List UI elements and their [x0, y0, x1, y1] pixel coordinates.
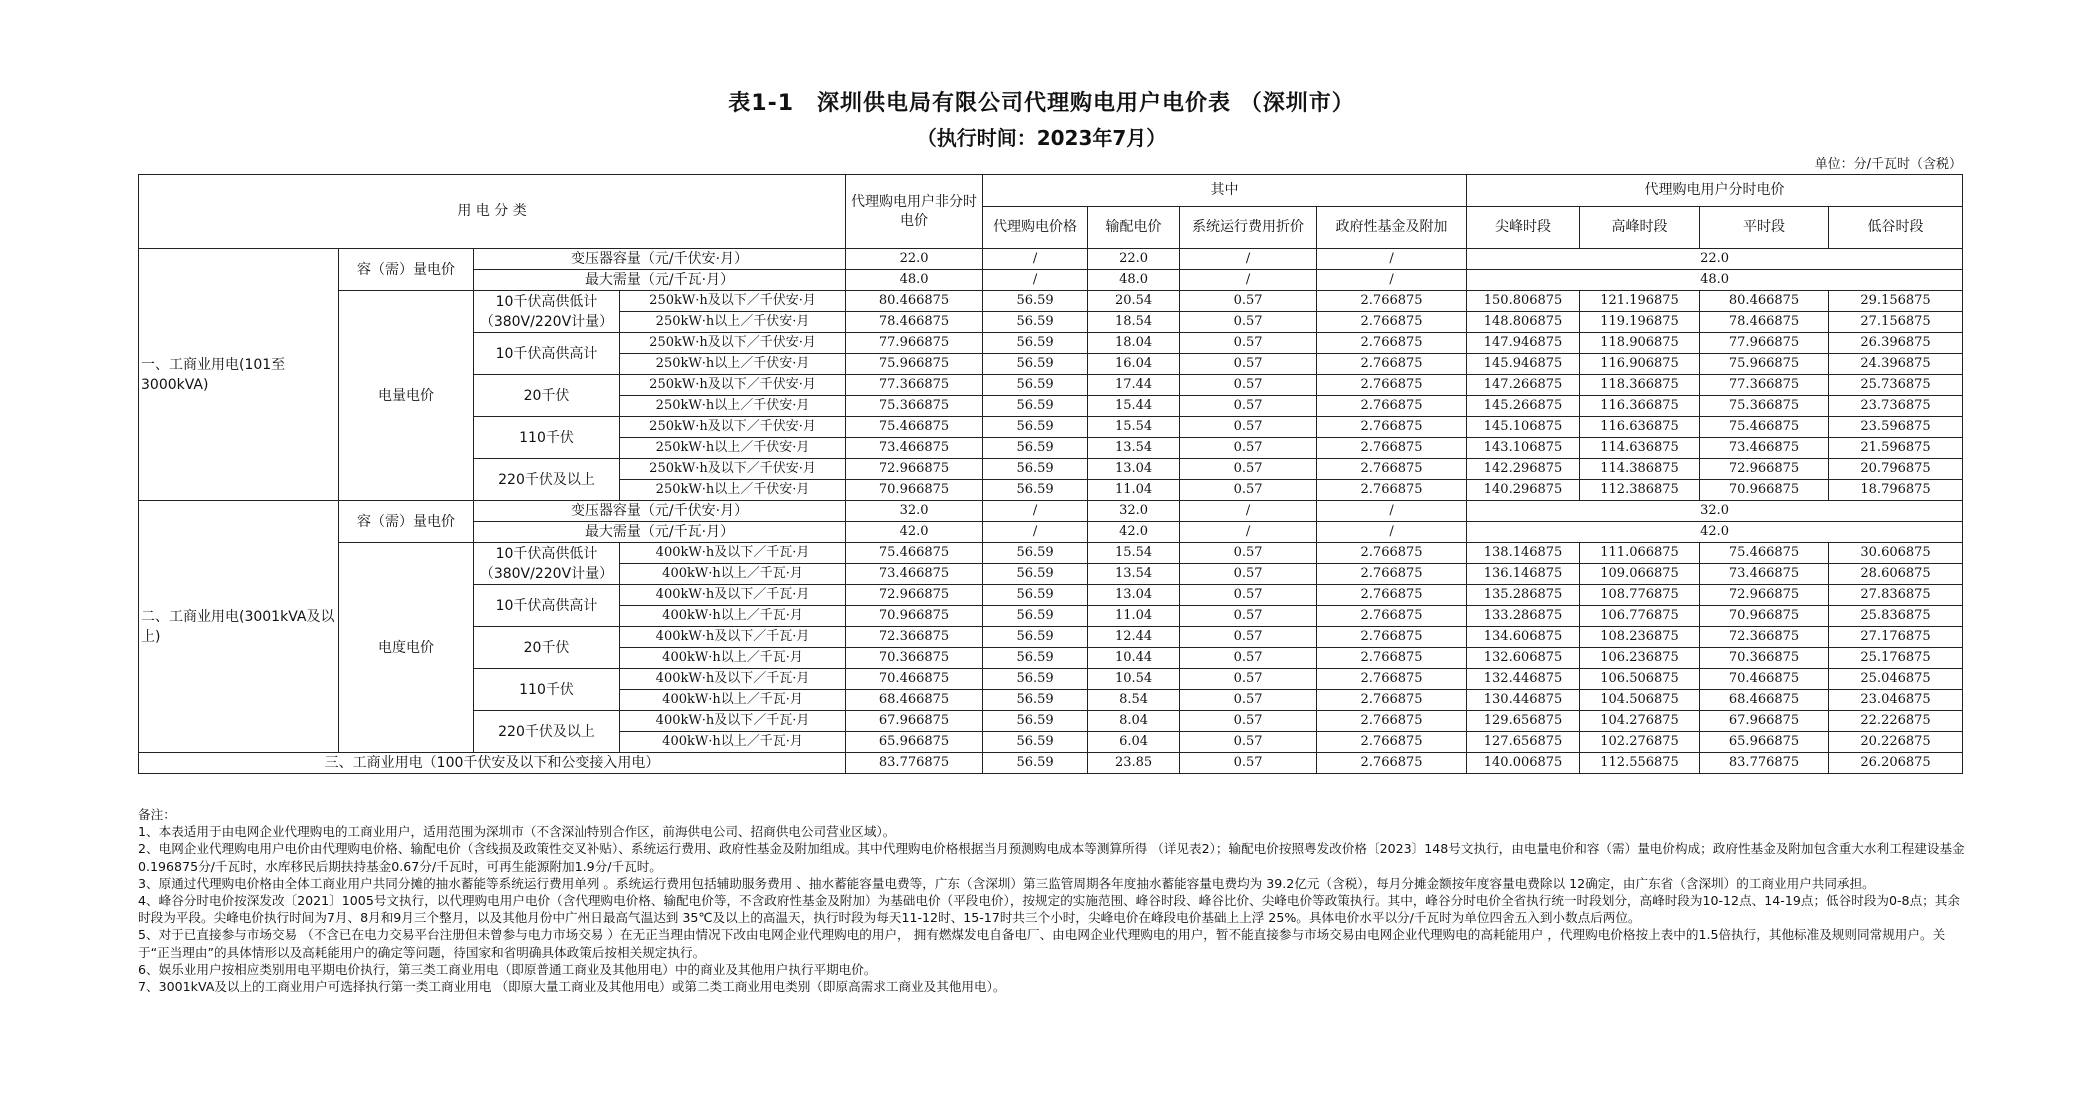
- transmission-price: 10.44: [1088, 648, 1180, 669]
- valley-price: 30.606875: [1829, 543, 1963, 564]
- sharp-peak-price: 140.296875: [1467, 480, 1580, 501]
- transmission-price: 18.54: [1088, 312, 1180, 333]
- capacity-item: 变压器容量（元/千伏安·月）: [474, 501, 846, 522]
- peak-price: 102.276875: [1580, 732, 1700, 753]
- tou-price: 32.0: [1467, 501, 1963, 522]
- capacity-item: 最大需量（元/千瓦·月）: [474, 270, 846, 291]
- header-tou: 代理购电用户分时电价: [1467, 175, 1963, 207]
- agent-price: 56.59: [983, 333, 1088, 354]
- agent-price: 56.59: [983, 438, 1088, 459]
- header-transmission-price: 输配电价: [1088, 207, 1180, 249]
- note-item: 2、电网企业代理购电用户电价由代理购电价格、输配电价（含线损及政策性交叉补贴）、系统运行费用、政府性基金及附加组成。其中代理购电价格根据当月预测购电成本等测算所得 （详见表2）；输配电价按照粤发改价格〔2023〕148号文执行，由电量电价和容（需）量电价构成；政府性基金及附加包含重大水利工程建设基金 0.196875分/千瓦时，水库移民后期扶持基金0.67分/千瓦时，可再生能源附加1.9分/千瓦时。: [138, 841, 1965, 874]
- system-cost: /: [1180, 522, 1317, 543]
- non-tou-price: 72.966875: [846, 459, 983, 480]
- consumption-tier: 400kW·h及以下／千瓦·月: [620, 543, 846, 564]
- agent-price: 56.59: [983, 564, 1088, 585]
- gov-fund: 2.766875: [1317, 417, 1467, 438]
- transmission-price: 12.44: [1088, 627, 1180, 648]
- sharp-peak-price: 135.286875: [1467, 585, 1580, 606]
- note-item: 1、本表适用于由电网企业代理购电的工商业用户，适用范围为深圳市（不含深汕特别合作区，前海供电公司、招商供电公司营业区域）。: [138, 824, 896, 840]
- valley-price: 21.596875: [1829, 438, 1963, 459]
- section-name: 三、工商业用电（100千伏安及以下和公变接入用电）: [139, 753, 846, 774]
- flat-price: 72.366875: [1700, 627, 1829, 648]
- peak-price: 114.636875: [1580, 438, 1700, 459]
- header-non-tou: 代理购电用户非分时电价: [846, 175, 983, 249]
- consumption-tier: 400kW·h以上／千瓦·月: [620, 648, 846, 669]
- consumption-tier: 400kW·h及以下／千瓦·月: [620, 585, 846, 606]
- valley-price: 23.596875: [1829, 417, 1963, 438]
- non-tou-price: 70.966875: [846, 480, 983, 501]
- non-tou-price: 73.466875: [846, 438, 983, 459]
- agent-price: 56.59: [983, 396, 1088, 417]
- voltage-level: 10千伏高供高计: [474, 333, 620, 375]
- flat-price: 72.966875: [1700, 459, 1829, 480]
- consumption-tier: 400kW·h及以下／千瓦·月: [620, 627, 846, 648]
- flat-price: 70.966875: [1700, 480, 1829, 501]
- sharp-peak-price: 147.946875: [1467, 333, 1580, 354]
- header-sharp-peak: 尖峰时段: [1467, 207, 1580, 249]
- transmission-price: 13.04: [1088, 585, 1180, 606]
- flat-price: 78.466875: [1700, 312, 1829, 333]
- notes-section: [138, 806, 1968, 995]
- header-peak: 高峰时段: [1580, 207, 1700, 249]
- system-cost: 0.57: [1180, 333, 1317, 354]
- table-row: [139, 501, 1963, 522]
- valley-price: 29.156875: [1829, 291, 1963, 312]
- peak-price: 104.506875: [1580, 690, 1700, 711]
- transmission-price: 15.54: [1088, 417, 1180, 438]
- system-cost: 0.57: [1180, 480, 1317, 501]
- table-subtitle: （执行时间：2023年7月）: [916, 126, 1167, 150]
- peak-price: 106.776875: [1580, 606, 1700, 627]
- transmission-price: 18.04: [1088, 333, 1180, 354]
- sharp-peak-price: 148.806875: [1467, 312, 1580, 333]
- valley-price: 27.176875: [1829, 627, 1963, 648]
- sharp-peak-price: 136.146875: [1467, 564, 1580, 585]
- tou-price: 22.0: [1467, 249, 1963, 270]
- consumption-tier: 250kW·h及以下／千伏安·月: [620, 375, 846, 396]
- system-cost: 0.57: [1180, 753, 1317, 774]
- gov-fund: 2.766875: [1317, 648, 1467, 669]
- valley-price: 27.156875: [1829, 312, 1963, 333]
- flat-price: 75.466875: [1700, 543, 1829, 564]
- gov-fund: 2.766875: [1317, 480, 1467, 501]
- agent-price: 56.59: [983, 732, 1088, 753]
- gov-fund: 2.766875: [1317, 606, 1467, 627]
- table-row: [139, 291, 1963, 312]
- agent-price: 56.59: [983, 753, 1088, 774]
- agent-price: 56.59: [983, 543, 1088, 564]
- transmission-price: 48.0: [1088, 270, 1180, 291]
- system-cost: 0.57: [1180, 291, 1317, 312]
- flat-price: 72.966875: [1700, 585, 1829, 606]
- peak-price: 106.236875: [1580, 648, 1700, 669]
- flat-price: 68.466875: [1700, 690, 1829, 711]
- flat-price: 77.966875: [1700, 333, 1829, 354]
- valley-price: 22.226875: [1829, 711, 1963, 732]
- price-table: [138, 174, 1963, 774]
- capacity-price-label: 容（需）量电价: [339, 501, 474, 543]
- flat-price: 73.466875: [1700, 564, 1829, 585]
- non-tou-price: 75.466875: [846, 417, 983, 438]
- peak-price: 112.386875: [1580, 480, 1700, 501]
- header-of-which: 其中: [983, 175, 1467, 207]
- non-tou-price: 22.0: [846, 249, 983, 270]
- transmission-price: 32.0: [1088, 501, 1180, 522]
- non-tou-price: 42.0: [846, 522, 983, 543]
- consumption-tier: 400kW·h以上／千瓦·月: [620, 690, 846, 711]
- valley-price: 25.836875: [1829, 606, 1963, 627]
- gov-fund: /: [1317, 249, 1467, 270]
- consumption-tier: 400kW·h及以下／千瓦·月: [620, 669, 846, 690]
- system-cost: /: [1180, 501, 1317, 522]
- gov-fund: 2.766875: [1317, 459, 1467, 480]
- sharp-peak-price: 129.656875: [1467, 711, 1580, 732]
- unit-label: 单位：分/千瓦时（含税）: [1814, 157, 1962, 172]
- gov-fund: 2.766875: [1317, 396, 1467, 417]
- header-gov-fund: 政府性基金及附加: [1317, 207, 1467, 249]
- voltage-level: 220千伏及以上: [474, 459, 620, 501]
- system-cost: 0.57: [1180, 585, 1317, 606]
- note-item: 3、原通过代理购电价格由全体工商业用户共同分摊的抽水蓄能等系统运行费用单列 。系统运行费用包括辅助服务费用 、抽水蓄能容量电费等，广东（含深圳）第三监管周期各年度抽水蓄能容量电费均为 39.2亿元（含税），每月分摊金额按年度容量电费除以 12确定，由广东省（含深圳）的工商业用户共同承担。: [138, 875, 1875, 891]
- capacity-price-label: 容（需）量电价: [339, 249, 474, 291]
- consumption-tier: 250kW·h及以下／千伏安·月: [620, 417, 846, 438]
- consumption-tier: 250kW·h以上／千伏安·月: [620, 480, 846, 501]
- agent-price: 56.59: [983, 312, 1088, 333]
- table-row: [139, 753, 1963, 774]
- sharp-peak-price: 132.446875: [1467, 669, 1580, 690]
- peak-price: 116.366875: [1580, 396, 1700, 417]
- voltage-level: 220千伏及以上: [474, 711, 620, 753]
- consumption-tier: 400kW·h及以下／千瓦·月: [620, 711, 846, 732]
- valley-price: 23.046875: [1829, 690, 1963, 711]
- peak-price: 109.066875: [1580, 564, 1700, 585]
- valley-price: 23.736875: [1829, 396, 1963, 417]
- system-cost: 0.57: [1180, 375, 1317, 396]
- peak-price: 108.776875: [1580, 585, 1700, 606]
- transmission-price: 8.54: [1088, 690, 1180, 711]
- flat-price: 77.366875: [1700, 375, 1829, 396]
- gov-fund: 2.766875: [1317, 543, 1467, 564]
- transmission-price: 22.0: [1088, 249, 1180, 270]
- system-cost: 0.57: [1180, 312, 1317, 333]
- agent-price: 56.59: [983, 459, 1088, 480]
- valley-price: 20.226875: [1829, 732, 1963, 753]
- agent-price: 56.59: [983, 291, 1088, 312]
- agent-price: 56.59: [983, 417, 1088, 438]
- gov-fund: /: [1317, 270, 1467, 291]
- transmission-price: 13.54: [1088, 438, 1180, 459]
- system-cost: 0.57: [1180, 417, 1317, 438]
- transmission-price: 23.85: [1088, 753, 1180, 774]
- agent-price: 56.59: [983, 690, 1088, 711]
- consumption-tier: 250kW·h以上／千伏安·月: [620, 354, 846, 375]
- gov-fund: 2.766875: [1317, 333, 1467, 354]
- gov-fund: 2.766875: [1317, 585, 1467, 606]
- consumption-tier: 250kW·h及以下／千伏安·月: [620, 333, 846, 354]
- non-tou-price: 80.466875: [846, 291, 983, 312]
- non-tou-price: 75.966875: [846, 354, 983, 375]
- peak-price: 111.066875: [1580, 543, 1700, 564]
- non-tou-price: 67.966875: [846, 711, 983, 732]
- peak-price: 116.636875: [1580, 417, 1700, 438]
- agent-price: 56.59: [983, 375, 1088, 396]
- header-category: 用 电 分 类: [139, 175, 846, 249]
- note-item: 6、娱乐业用户按相应类别用电平期电价执行，第三类工商业用电（即原普通工商业及其他用电）中的商业及其他用户执行平期电价。: [138, 961, 877, 977]
- voltage-level: 20千伏: [474, 375, 620, 417]
- system-cost: 0.57: [1180, 396, 1317, 417]
- gov-fund: 2.766875: [1317, 753, 1467, 774]
- voltage-level: 110千伏: [474, 669, 620, 711]
- transmission-price: 16.04: [1088, 354, 1180, 375]
- non-tou-price: 70.466875: [846, 669, 983, 690]
- consumption-tier: 250kW·h以上／千伏安·月: [620, 312, 846, 333]
- peak-price: 121.196875: [1580, 291, 1700, 312]
- non-tou-price: 72.366875: [846, 627, 983, 648]
- flat-price: 80.466875: [1700, 291, 1829, 312]
- system-cost: 0.57: [1180, 732, 1317, 753]
- capacity-item: 最大需量（元/千瓦·月）: [474, 522, 846, 543]
- transmission-price: 13.54: [1088, 564, 1180, 585]
- transmission-price: 11.04: [1088, 606, 1180, 627]
- sharp-peak-price: 138.146875: [1467, 543, 1580, 564]
- non-tou-price: 70.366875: [846, 648, 983, 669]
- sharp-peak-price: 132.606875: [1467, 648, 1580, 669]
- note-item: 4、峰谷分时电价按深发改〔2021〕1005号文执行，以代理购电用户电价（含代理购电价格、输配电价等，不含政府性基金及附加）为基础电价（平段电价），按规定的实施范围、峰谷时段、峰谷比价、尖峰电价等政策执行。其中，峰谷分时电价全省执行统一时段划分，高峰时段为10-12点、14-19点；低谷时段为0-8点；其余时段为平段。尖峰电价执行时间为7月、8月和9月三个整月，以及其他月份中广州日最高气温达到 35℃及以上的高温天，执行时段为每天11-12时、15-17时共三个小时，尖峰电价在峰段电价基础上上浮 25%。具体电价水平以分/千瓦时为单位四舍五入到小数点后两位。: [138, 893, 1960, 926]
- valley-price: 26.396875: [1829, 333, 1963, 354]
- sharp-peak-price: 133.286875: [1467, 606, 1580, 627]
- sharp-peak-price: 140.006875: [1467, 753, 1580, 774]
- sharp-peak-price: 147.266875: [1467, 375, 1580, 396]
- note-item: 7、3001kVA及以上的工商业用户可选择执行第一类工商业用电 （即原大量工商业及其他用电）或第二类工商业用电类别（即原高需求工商业及其他用电）。: [138, 979, 1006, 995]
- flat-price: 70.466875: [1700, 669, 1829, 690]
- valley-price: 20.796875: [1829, 459, 1963, 480]
- voltage-level: 10千伏高供高计: [474, 585, 620, 627]
- header-valley: 低谷时段: [1829, 207, 1963, 249]
- table-row: [139, 249, 1963, 270]
- system-cost: 0.57: [1180, 438, 1317, 459]
- sharp-peak-price: 134.606875: [1467, 627, 1580, 648]
- voltage-level: 10千伏高供低计（380V/220V计量）: [474, 543, 620, 585]
- system-cost: 0.57: [1180, 543, 1317, 564]
- gov-fund: 2.766875: [1317, 291, 1467, 312]
- peak-price: 108.236875: [1580, 627, 1700, 648]
- sharp-peak-price: 145.106875: [1467, 417, 1580, 438]
- gov-fund: 2.766875: [1317, 564, 1467, 585]
- non-tou-price: 78.466875: [846, 312, 983, 333]
- gov-fund: 2.766875: [1317, 312, 1467, 333]
- system-cost: 0.57: [1180, 690, 1317, 711]
- consumption-tier: 250kW·h以上／千伏安·月: [620, 438, 846, 459]
- gov-fund: 2.766875: [1317, 732, 1467, 753]
- system-cost: 0.57: [1180, 459, 1317, 480]
- sharp-peak-price: 127.656875: [1467, 732, 1580, 753]
- header-system-cost: 系统运行费用折价: [1180, 207, 1317, 249]
- section-name: 一、工商业用电(101至3000kVA): [139, 249, 339, 501]
- flat-price: 75.366875: [1700, 396, 1829, 417]
- gov-fund: /: [1317, 501, 1467, 522]
- agent-price: 56.59: [983, 354, 1088, 375]
- section-name: 二、工商业用电(3001kVA及以上): [139, 501, 339, 753]
- agent-price: /: [983, 270, 1088, 291]
- valley-price: 26.206875: [1829, 753, 1963, 774]
- voltage-level: 10千伏高供低计（380V/220V计量）: [474, 291, 620, 333]
- flat-price: 73.466875: [1700, 438, 1829, 459]
- transmission-price: 42.0: [1088, 522, 1180, 543]
- system-cost: 0.57: [1180, 627, 1317, 648]
- gov-fund: 2.766875: [1317, 354, 1467, 375]
- capacity-item: 变压器容量（元/千伏安·月）: [474, 249, 846, 270]
- gov-fund: 2.766875: [1317, 669, 1467, 690]
- gov-fund: 2.766875: [1317, 375, 1467, 396]
- non-tou-price: 70.966875: [846, 606, 983, 627]
- gov-fund: /: [1317, 522, 1467, 543]
- sharp-peak-price: 143.106875: [1467, 438, 1580, 459]
- system-cost: 0.57: [1180, 711, 1317, 732]
- valley-price: 25.046875: [1829, 669, 1963, 690]
- peak-price: 104.276875: [1580, 711, 1700, 732]
- tou-price: 48.0: [1467, 270, 1963, 291]
- transmission-price: 20.54: [1088, 291, 1180, 312]
- non-tou-price: 48.0: [846, 270, 983, 291]
- valley-price: 18.796875: [1829, 480, 1963, 501]
- gov-fund: 2.766875: [1317, 438, 1467, 459]
- agent-price: /: [983, 501, 1088, 522]
- gov-fund: 2.766875: [1317, 711, 1467, 732]
- sharp-peak-price: 150.806875: [1467, 291, 1580, 312]
- peak-price: 118.906875: [1580, 333, 1700, 354]
- flat-price: 70.366875: [1700, 648, 1829, 669]
- table-title: 表1-1 深圳供电局有限公司代理购电用户电价表 （深圳市）: [728, 91, 1355, 116]
- valley-price: 25.176875: [1829, 648, 1963, 669]
- consumption-tier: 400kW·h以上／千瓦·月: [620, 606, 846, 627]
- peak-price: 106.506875: [1580, 669, 1700, 690]
- header-agent-price: 代理购电价格: [983, 207, 1088, 249]
- notes-heading: 备注：: [138, 807, 176, 822]
- system-cost: /: [1180, 270, 1317, 291]
- peak-price: 118.366875: [1580, 375, 1700, 396]
- flat-price: 67.966875: [1700, 711, 1829, 732]
- consumption-tier: 250kW·h及以下／千伏安·月: [620, 291, 846, 312]
- flat-price: 83.776875: [1700, 753, 1829, 774]
- sharp-peak-price: 130.446875: [1467, 690, 1580, 711]
- flat-price: 70.966875: [1700, 606, 1829, 627]
- table-row: [139, 543, 1963, 564]
- sharp-peak-price: 145.266875: [1467, 396, 1580, 417]
- gov-fund: 2.766875: [1317, 690, 1467, 711]
- agent-price: 56.59: [983, 648, 1088, 669]
- transmission-price: 15.54: [1088, 543, 1180, 564]
- valley-price: 25.736875: [1829, 375, 1963, 396]
- peak-price: 114.386875: [1580, 459, 1700, 480]
- non-tou-price: 73.466875: [846, 564, 983, 585]
- consumption-tier: 250kW·h及以下／千伏安·月: [620, 459, 846, 480]
- agent-price: 56.59: [983, 480, 1088, 501]
- system-cost: 0.57: [1180, 354, 1317, 375]
- transmission-price: 8.04: [1088, 711, 1180, 732]
- system-cost: 0.57: [1180, 669, 1317, 690]
- header-flat: 平时段: [1700, 207, 1829, 249]
- transmission-price: 11.04: [1088, 480, 1180, 501]
- tou-price: 42.0: [1467, 522, 1963, 543]
- agent-price: /: [983, 249, 1088, 270]
- flat-price: 75.466875: [1700, 417, 1829, 438]
- non-tou-price: 83.776875: [846, 753, 983, 774]
- non-tou-price: 72.966875: [846, 585, 983, 606]
- non-tou-price: 32.0: [846, 501, 983, 522]
- consumption-tier: 400kW·h以上／千瓦·月: [620, 732, 846, 753]
- transmission-price: 17.44: [1088, 375, 1180, 396]
- transmission-price: 6.04: [1088, 732, 1180, 753]
- energy-price-label: 电量电价: [339, 291, 474, 501]
- transmission-price: 13.04: [1088, 459, 1180, 480]
- agent-price: 56.59: [983, 606, 1088, 627]
- valley-price: 27.836875: [1829, 585, 1963, 606]
- note-item: 5、对于已直接参与市场交易 （不含已在电力交易平台注册但未曾参与电力市场交易 ）在无正当理由情况下改由电网企业代理购电的用户， 拥有燃煤发电自备电厂、由电网企业代理购电的用户，暂不能直接参与市场交易由电网企业代理购电的高耗能用户 ，代理购电价格按上表中的1.5倍执行，其他标准及规则同常规用户。关于“正当理由”的具体情形以及高耗能用户的确定等问题，待国家和省明确具体政策后按相关规定执行。: [138, 927, 1946, 960]
- non-tou-price: 68.466875: [846, 690, 983, 711]
- system-cost: /: [1180, 249, 1317, 270]
- agent-price: 56.59: [983, 669, 1088, 690]
- peak-price: 112.556875: [1580, 753, 1700, 774]
- valley-price: 24.396875: [1829, 354, 1963, 375]
- peak-price: 116.906875: [1580, 354, 1700, 375]
- non-tou-price: 75.366875: [846, 396, 983, 417]
- agent-price: 56.59: [983, 585, 1088, 606]
- agent-price: 56.59: [983, 711, 1088, 732]
- voltage-level: 110千伏: [474, 417, 620, 459]
- consumption-tier: 250kW·h以上／千伏安·月: [620, 396, 846, 417]
- energy-price-label: 电度电价: [339, 543, 474, 753]
- system-cost: 0.57: [1180, 564, 1317, 585]
- consumption-tier: 400kW·h以上／千瓦·月: [620, 564, 846, 585]
- non-tou-price: 77.966875: [846, 333, 983, 354]
- system-cost: 0.57: [1180, 648, 1317, 669]
- non-tou-price: 77.366875: [846, 375, 983, 396]
- gov-fund: 2.766875: [1317, 627, 1467, 648]
- agent-price: 56.59: [983, 627, 1088, 648]
- transmission-price: 15.44: [1088, 396, 1180, 417]
- non-tou-price: 65.966875: [846, 732, 983, 753]
- system-cost: 0.57: [1180, 606, 1317, 627]
- sharp-peak-price: 142.296875: [1467, 459, 1580, 480]
- agent-price: /: [983, 522, 1088, 543]
- voltage-level: 20千伏: [474, 627, 620, 669]
- sharp-peak-price: 145.946875: [1467, 354, 1580, 375]
- transmission-price: 10.54: [1088, 669, 1180, 690]
- peak-price: 119.196875: [1580, 312, 1700, 333]
- valley-price: 28.606875: [1829, 564, 1963, 585]
- non-tou-price: 75.466875: [846, 543, 983, 564]
- flat-price: 65.966875: [1700, 732, 1829, 753]
- flat-price: 75.966875: [1700, 354, 1829, 375]
